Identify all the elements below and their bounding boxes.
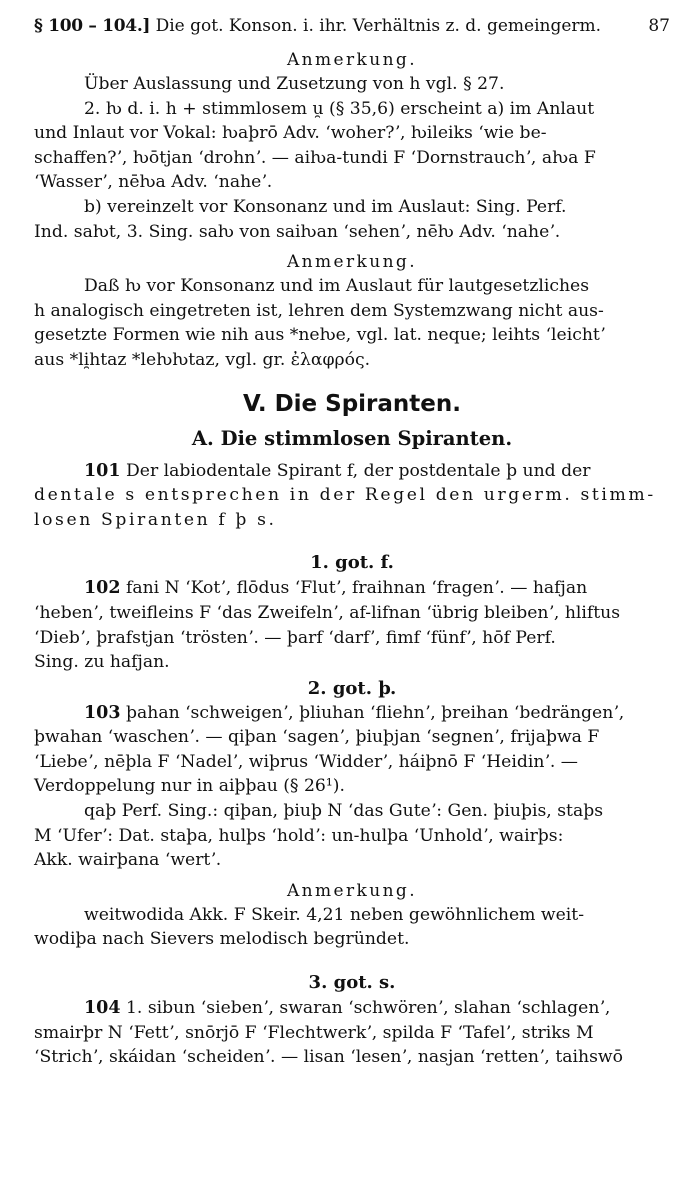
- para-101-number: 101: [84, 460, 121, 481]
- para-102-line-1: [34, 576, 670, 601]
- para-104-line-2: smairþr N ʻFettʼ, snōrjō F ʻFlechtwerkʼ, spilda F ʻTafelʼ, striks M: [34, 1022, 594, 1043]
- subheading-got-th: 2. got. þ.: [307, 677, 397, 699]
- para-103b-line-1: qaþ Perf. Sing.: qiþan, þiuþ N ʻdas Guteʼ: Gen. þiuþis, staþs: [84, 801, 604, 822]
- section-subtitle: A. Die stimmlosen Spiranten.: [191, 426, 513, 450]
- para-102-line-3: ʻDiebʼ, þrafstjan ʻtröstenʼ. — þarf ʻdarfʼ, fimf ʻfünfʼ, hōf Perf.: [34, 627, 556, 648]
- para-103b-line-3: Akk. wairþana ʻwertʼ.: [34, 850, 222, 871]
- subheading-got-f: 1. got. f.: [310, 552, 394, 574]
- para-104-line-3: ʻStrichʼ, skáidan ʻscheidenʼ. — lisan ʻlesenʼ, nasjan ʻrettenʼ, taihswō: [34, 1047, 623, 1068]
- anmerkung-heading-1: Anmerkung.: [286, 50, 418, 70]
- para-103-line-4: Verdoppelung nur in aiþþau (§ 26¹).: [34, 776, 345, 797]
- para-2-line-5: b) vereinzelt vor Konsonanz und im Auslaut: Sing. Perf.: [84, 196, 567, 217]
- anmerkung-heading-2: Anmerkung.: [286, 252, 418, 273]
- anmerkung-2-line-3: gesetzte Formen wie nih aus *neƕe, vgl. lat. neque; leihts ʻleichtʼ: [34, 325, 606, 346]
- anmerkung-2-line-1: Daß ƕ vor Konsonanz und im Auslaut für lautgesetzliches: [84, 276, 590, 297]
- para-103-line-2: þwahan ʻwaschenʼ. — qiþan ʻsagenʼ, þiuþjan ʻsegnenʼ, frijaþwa F: [34, 727, 600, 748]
- para-104-line-1: [34, 996, 670, 1021]
- para-104-number: 104: [84, 998, 121, 1019]
- running-header: [34, 14, 670, 42]
- para-2-line-6: Ind. saƕt, 3. Sing. saƕ von saiƕan ʻsehenʼ, nēƕ Adv. ʻnaheʼ.: [34, 221, 561, 242]
- para-104-line-1-text: 1. sibun ʻsiebenʼ, swaran ʻschwörenʼ, slahan ʻschlagenʼ,: [126, 998, 611, 1019]
- para-103b-line-2: M ʻUferʼ: Dat. staþa, hulþs ʻholdʼ: un-hulþa ʻUnholdʼ, wairþs:: [34, 825, 564, 846]
- page-number: 87: [648, 16, 670, 36]
- para-102-number: 102: [84, 578, 121, 599]
- para-102-line-2: ʻhebenʼ, tweifleins F ʻdas Zweifelnʼ, af-lifnan ʻübrig bleibenʼ, hliftus: [34, 602, 621, 623]
- para-101-line-1: [34, 459, 670, 484]
- para-101-line-3: losen Spiranten f þ s.: [34, 509, 277, 530]
- subheading-got-s: 3. got. s.: [308, 972, 396, 994]
- section-title: V. Die Spiranten.: [242, 390, 462, 417]
- para-101-line-1-text: Der labiodentale Spirant f, der postdentale þ und der: [126, 460, 591, 481]
- anmerkung-heading-3: Anmerkung.: [286, 880, 418, 901]
- para-2-line-1: 2. ƕ d. i. h + stimmlosem u̯ (§ 35,6) erscheint a) im Anlaut: [84, 98, 595, 119]
- para-103-line-1: [34, 701, 670, 726]
- para-2-line-3: schaffen?ʼ, ƕōtjan ʻdrohnʼ. — aiƕa-tundi F ʻDornstrauchʼ, aƕa F: [34, 147, 596, 168]
- anmerkung-1-text: Über Auslassung und Zusetzung von h vgl. § 27.: [84, 74, 505, 94]
- book-page: [34, 14, 670, 1070]
- header-title: Die got. Konson. i. ihr. Verhältnis z. d. gemeingerm.: [155, 16, 602, 36]
- para-101-line-2: dentale s entsprechen in der Regel den urgerm. stimm-: [34, 485, 656, 506]
- para-103-line-3: ʻLiebeʼ, nēþla F ʻNadelʼ, wiþrus ʻWidderʼ, háiþnō F ʻHeidinʼ. —: [34, 751, 578, 772]
- para-103-number: 103: [84, 702, 121, 723]
- anmerkung-2-line-4: aus *li̯htaz *leƕƕtaz, vgl. gr. ἐλαφρός.: [34, 349, 371, 370]
- para-103-line-1-text: þahan ʻschweigenʼ, þliuhan ʻfliehnʼ, þreihan ʻbedrängenʼ,: [126, 702, 625, 723]
- anmerkung-3-line-2: wodiþa nach Sievers melodisch begründet.: [34, 929, 410, 950]
- para-2-line-2: und Inlaut vor Vokal: ƕaþrō Adv. ʻwoher?ʼ, ƕileiks ʻwie be-: [34, 123, 547, 144]
- anmerkung-2-line-2: h analogisch eingetreten ist, lehren dem Systemzwang nicht aus-: [34, 300, 604, 321]
- header-left: [34, 14, 601, 38]
- header-section-range: § 100 – 104.]: [34, 16, 151, 36]
- anmerkung-3-line-1: weitwodida Akk. F Skeir. 4,21 neben gewöhnlichem weit-: [84, 904, 584, 925]
- para-102-line-1-text: fani N ʻKotʼ, flōdus ʻFlutʼ, fraihnan ʻfragenʼ. — hafjan: [126, 578, 588, 599]
- para-2-line-4: ʻWasserʼ, nēƕa Adv. ʻnaheʼ.: [34, 172, 273, 193]
- para-102-line-4: Sing. zu hafjan.: [34, 652, 170, 673]
